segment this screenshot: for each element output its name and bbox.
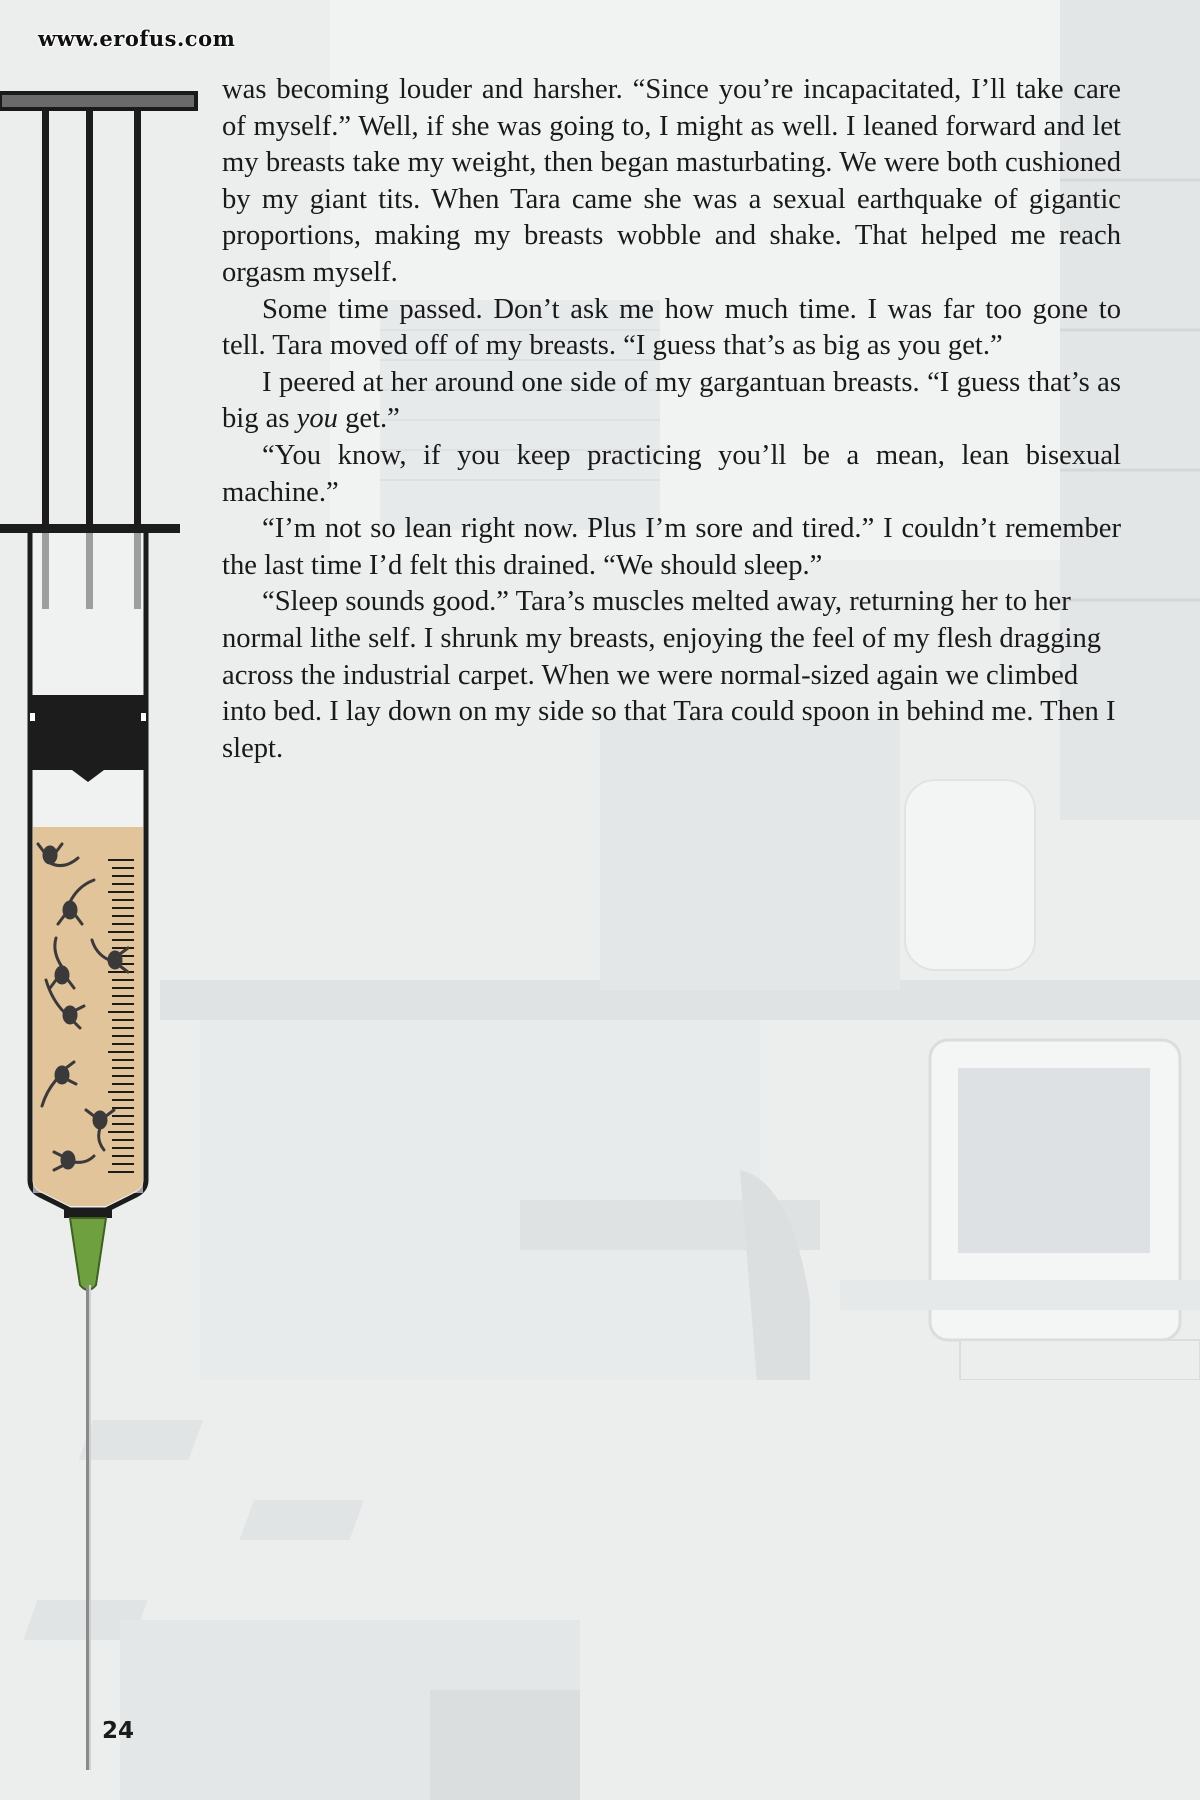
paragraph-text: I peered at her around one side of my gargantuan breasts. “I guess that’s as big as: [222, 366, 1121, 435]
paragraph-text: “I’m not so lean right now. Plus I’m sore and tired.” I couldn’t remember the last time I’d felt this drained. “We should sleep.”: [222, 513, 1121, 581]
syringe-illustration: [0, 80, 200, 1780]
paragraph: [222, 72, 1121, 292]
paragraph: [222, 438, 1121, 511]
page-number: 24: [102, 1718, 135, 1744]
paragraph-text: was becoming louder and harsher. “Since you’re incapacitated, I’ll take care of myself.” Well, if she was going to, I might as well. I leaned forward and let my breasts take my weight, then began masturbating. We were both cushioned by my giant tits. When Tara came she was a sexual earthquake of gigantic proportions, making my breasts wobble and shake. That helped me reach orgasm myself.: [222, 74, 1121, 288]
paragraph-text: get.”: [337, 403, 400, 435]
paragraph-text: “You know, if you keep practicing you’ll be a mean, lean bisexual machine.”: [222, 439, 1121, 508]
watermark: www.erofus.com: [38, 26, 236, 51]
paragraph-text: “Sleep sounds good.” Tara’s muscles melted away, returning her to her normal lithe self. I shrunk my breasts, enjoying the feel of my flesh dragging across the industrial carpet. When we were normal-sized again we climbed into bed. I lay down on my side so that Tara could spoon in behind me. Then I slept.: [222, 586, 1116, 764]
paragraph: [222, 584, 1121, 767]
paragraph: [222, 365, 1121, 438]
paragraph: [222, 292, 1121, 365]
paragraph-text: Some time passed. Don’t ask me how much time. I was far too gone to tell. Tara moved off of my breasts. “I guess that’s as big as you get.”: [222, 293, 1121, 362]
story-text: [222, 72, 1121, 767]
italic-text: you: [296, 403, 338, 435]
paragraph: [222, 511, 1121, 584]
